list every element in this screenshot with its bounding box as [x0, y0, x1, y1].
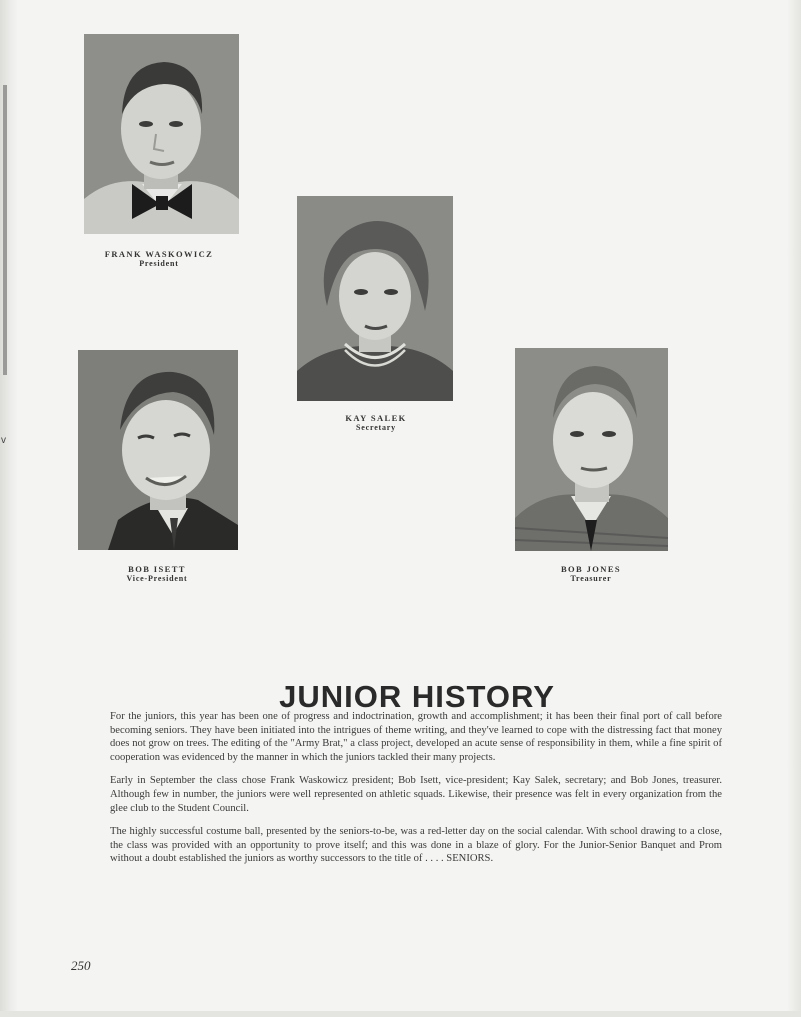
vice-president-portrait-photo	[78, 350, 238, 550]
officer-name: KAY SALEK	[345, 413, 407, 423]
officer-title: President	[139, 259, 179, 268]
history-paragraph: For the juniors, this year has been one of progress and indoctrination, growth and accomplishment; it has been their final port of call before becoming seniors. They have been initiated into the intrigues of theme writing, and they've learned to cope with the distressing fact that money does not grow on trees. The editing of the "Army Brat," a class project, developed an acute sense of responsibility in them, while a fine spirit of cooperation was evidenced by the manner in which the juniors tackled their many projects.	[110, 711, 722, 763]
portrait-boy-tweed-jacket	[515, 348, 668, 551]
secretary-portrait-photo	[297, 196, 453, 401]
treasurer-caption	[511, 564, 671, 583]
margin-mark: v	[1, 435, 6, 446]
secretary-caption	[296, 413, 456, 432]
junior-history-text	[110, 710, 722, 876]
history-paragraph: The highly successful costume ball, presented by the seniors-to-be, was a red-letter day on the social calendar. With school drawing to a close, the class was provided with an opportunity to prove itself; and this was done in a blaze of glory. For the Junior-Senior Banquet and Prom without a doubt established the juniors as worthy successors to the title of . . . . SENIORS.	[110, 826, 722, 865]
portrait-boy-bowtie	[84, 34, 239, 234]
officer-title: Secretary	[356, 423, 396, 432]
portrait-boy-smiling	[78, 350, 238, 550]
page-binding-edge	[0, 0, 18, 1017]
officer-title: Vice-President	[126, 574, 188, 583]
page-number: 250	[71, 958, 91, 973]
section-heading: JUNIOR HISTORY	[279, 678, 555, 714]
vice-president-caption	[77, 564, 237, 583]
portrait-girl-pearls	[297, 196, 453, 401]
officer-name: BOB JONES	[560, 564, 622, 574]
treasurer-portrait-photo	[515, 348, 668, 551]
president-caption	[79, 249, 239, 268]
officer-name: FRANK WASKOWICZ	[104, 249, 214, 259]
page-right-edge	[787, 0, 801, 1017]
president-portrait-photo	[84, 34, 239, 234]
officer-title: Treasurer	[570, 574, 612, 583]
officer-name: BOB ISETT	[128, 564, 186, 574]
binding-shadow	[3, 85, 7, 375]
page-bottom-edge	[0, 1011, 801, 1017]
history-paragraph: Early in September the class chose Frank Waskowicz president; Bob Isett, vice-president; Kay Salek, secretary; and Bob Jones, treasurer. Although few in number, the juniors were well represented on athletic squads. Likewise, their presence was felt in every organization from the glee club to the Student Council.	[110, 775, 722, 814]
